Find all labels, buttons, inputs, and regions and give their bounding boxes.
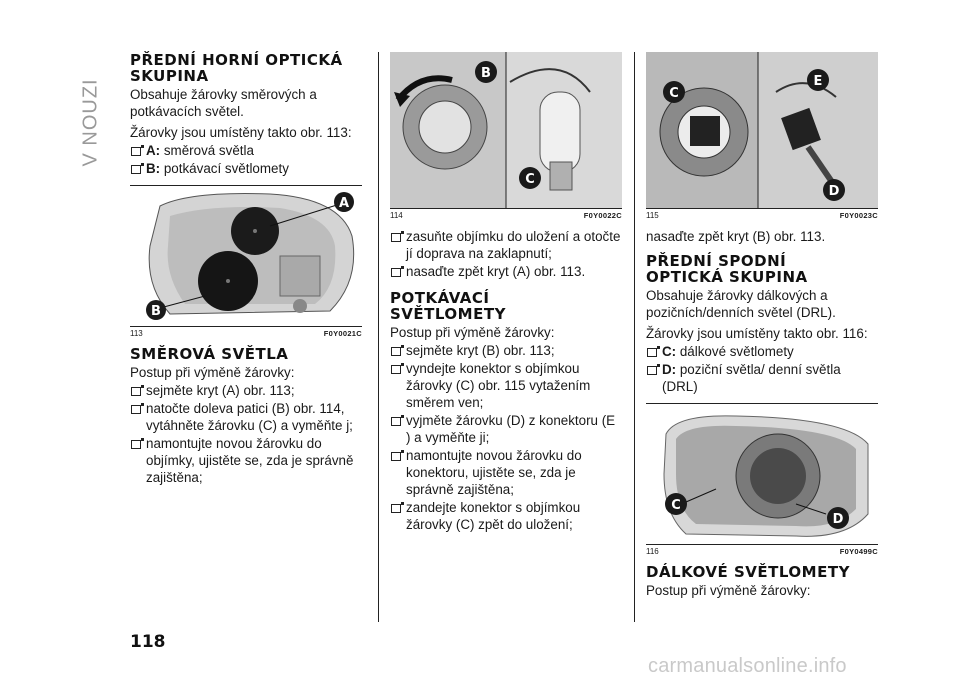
title-line-1: PŘEDNÍ HORNÍ OPTICKÁ xyxy=(130,51,343,69)
paragraph: Žárovky jsou umístěny takto obr. 113: xyxy=(130,125,352,140)
figure-code: F0Y0023C xyxy=(839,211,878,220)
checkbox-bullet-icon xyxy=(391,452,401,461)
paragraph: Obsahuje žárovky dálkových a pozičních/denních světel (DRL). xyxy=(646,288,836,320)
low-beam-bulb-illustration xyxy=(646,52,878,208)
paragraph: Postup při výměně žárovky: xyxy=(390,325,555,340)
item-key: A: xyxy=(146,143,161,158)
section-side-tab xyxy=(78,58,104,168)
figure-caption xyxy=(390,211,622,220)
list-item xyxy=(390,412,622,446)
step-text: natočte doleva patici (B) obr. 114, vytáhněte žárovku (C) a vyměňte j; xyxy=(146,401,353,433)
callout-c-icon xyxy=(519,167,541,189)
section-title-high-beam: DÁLKOVÉ SVĚTLOMETY xyxy=(646,563,850,581)
svg-text:B: B xyxy=(481,66,491,81)
checkbox-bullet-icon xyxy=(391,417,401,426)
checkbox-bullet-icon xyxy=(391,365,401,374)
list-item xyxy=(130,142,362,159)
item-text: potkávací světlomety xyxy=(160,161,289,176)
callout-c-icon xyxy=(665,493,687,515)
step-text: zasuňte objímku do uložení a otočte jí doprava na zaklapnutí; xyxy=(406,229,621,261)
figure-114 xyxy=(390,52,622,208)
step-text: namontujte novou žárovku do konektoru, ujistěte se, zda je správně zajištěna; xyxy=(406,448,582,497)
step-text: zandejte konektor s objímkou žárovky (C) zpět do uložení; xyxy=(406,500,581,532)
checkbox-bullet-icon xyxy=(131,165,141,174)
checkbox-bullet-icon xyxy=(131,147,141,156)
svg-text:B: B xyxy=(151,304,161,319)
callout-a-icon xyxy=(334,192,354,212)
figure-rule xyxy=(130,326,362,327)
checkbox-bullet-icon xyxy=(647,366,657,375)
checkbox-bullet-icon xyxy=(391,504,401,513)
title-line-2: SVĚTLOMETY xyxy=(390,305,506,323)
figure-rule xyxy=(646,544,878,545)
svg-text:C: C xyxy=(671,498,681,513)
figure-113 xyxy=(130,186,362,326)
checkbox-bullet-icon xyxy=(131,387,141,396)
paragraph: Postup při výměně žárovky: xyxy=(130,365,295,380)
list-item xyxy=(390,499,622,533)
figure-number: 113 xyxy=(130,329,143,338)
section-title-low-beam xyxy=(390,290,622,322)
paragraph: Žárovky jsou umístěny takto obr. 116: xyxy=(646,326,868,341)
item-text: dálkové světlomety xyxy=(676,344,794,359)
column-divider-1 xyxy=(378,52,379,622)
item-text: směrová světla xyxy=(160,143,254,158)
title-line-1: PŘEDNÍ SPODNÍ xyxy=(646,252,787,270)
figure-number: 115 xyxy=(646,211,659,220)
figure-rule xyxy=(390,208,622,209)
figure-code: F0Y0499C xyxy=(839,547,878,556)
item-key: C: xyxy=(662,344,677,359)
step-text: vyndejte konektor s objímkou žárovky (C) obr. 115 vytažením směrem ven; xyxy=(406,361,591,410)
callout-e-icon xyxy=(807,69,829,91)
title-line-2: OPTICKÁ SKUPINA xyxy=(646,268,808,286)
figure-116 xyxy=(646,404,878,544)
checkbox-bullet-icon xyxy=(647,348,657,357)
column-1 xyxy=(130,52,362,487)
step-text: vyjměte žárovku (D) z konektoru (E ) a vyměňte ji; xyxy=(406,413,616,445)
figure-code: F0Y0022C xyxy=(583,211,622,220)
section-title-front-lower xyxy=(646,253,878,285)
figure-number: 114 xyxy=(390,211,403,220)
list-item xyxy=(130,160,362,177)
column-3 xyxy=(646,52,878,603)
section-title-front-upper xyxy=(130,52,362,84)
turn-signal-bulb-illustration xyxy=(390,52,622,208)
side-tab-label: V NOUZI xyxy=(79,78,102,167)
svg-text:C: C xyxy=(525,172,535,187)
figure-caption xyxy=(130,329,362,338)
title-line-2: SKUPINA xyxy=(130,67,209,85)
title-line-1: POTKÁVACÍ xyxy=(390,289,490,307)
step-text: namontujte novou žárovku do objímky, ujistěte se, zda je správně zajištěna; xyxy=(146,436,354,485)
column-divider-2 xyxy=(634,52,635,622)
svg-text:A: A xyxy=(338,196,350,211)
checkbox-bullet-icon xyxy=(131,405,141,414)
section-title-turn-signals: SMĚROVÁ SVĚTLA xyxy=(130,345,289,363)
checkbox-bullet-icon xyxy=(391,268,401,277)
figure-number: 116 xyxy=(646,547,659,556)
list-item xyxy=(646,361,878,395)
headlamp-lower-illustration xyxy=(646,404,878,544)
step-text: sejměte kryt (A) obr. 113; xyxy=(146,383,295,398)
figure-code: F0Y0021C xyxy=(323,329,362,338)
step-text: nasaďte zpět kryt (A) obr. 113. xyxy=(406,264,586,279)
figure-caption xyxy=(646,547,878,556)
callout-b-icon xyxy=(146,300,166,320)
checkbox-bullet-icon xyxy=(391,347,401,356)
callout-c-icon xyxy=(663,81,685,103)
paragraph: nasaďte zpět kryt (B) obr. 113. xyxy=(646,229,826,244)
svg-text:C: C xyxy=(669,86,679,101)
item-key: D: xyxy=(662,362,677,377)
column-2 xyxy=(390,52,622,534)
list-item xyxy=(130,435,362,486)
callout-d-icon xyxy=(823,179,845,201)
list-item xyxy=(390,360,622,411)
list-item xyxy=(390,342,622,359)
figure-115 xyxy=(646,52,878,208)
paragraph: Obsahuje žárovky směrových a potkávacích světel. xyxy=(130,87,317,119)
checkbox-bullet-icon xyxy=(131,440,141,449)
headlamp-rear-illustration xyxy=(130,186,362,326)
item-key: B: xyxy=(146,161,161,176)
callout-d-icon xyxy=(827,507,849,529)
list-item xyxy=(390,228,622,262)
list-item xyxy=(390,263,622,280)
svg-text:E: E xyxy=(813,74,823,89)
item-text: poziční světla/ denní světla (DRL) xyxy=(662,362,841,394)
svg-text:D: D xyxy=(832,512,844,527)
page-number: 118 xyxy=(130,632,166,652)
watermark-text: carmanualsonline.info xyxy=(648,655,847,677)
list-item xyxy=(390,447,622,498)
list-item xyxy=(130,382,362,399)
svg-text:D: D xyxy=(828,184,840,199)
callout-b-icon xyxy=(475,61,497,83)
figure-caption xyxy=(646,211,878,220)
step-text: sejměte kryt (B) obr. 113; xyxy=(406,343,555,358)
checkbox-bullet-icon xyxy=(391,233,401,242)
figure-rule xyxy=(646,208,878,209)
list-item xyxy=(646,343,878,360)
paragraph: Postup při výměně žárovky: xyxy=(646,583,811,598)
list-item xyxy=(130,400,362,434)
